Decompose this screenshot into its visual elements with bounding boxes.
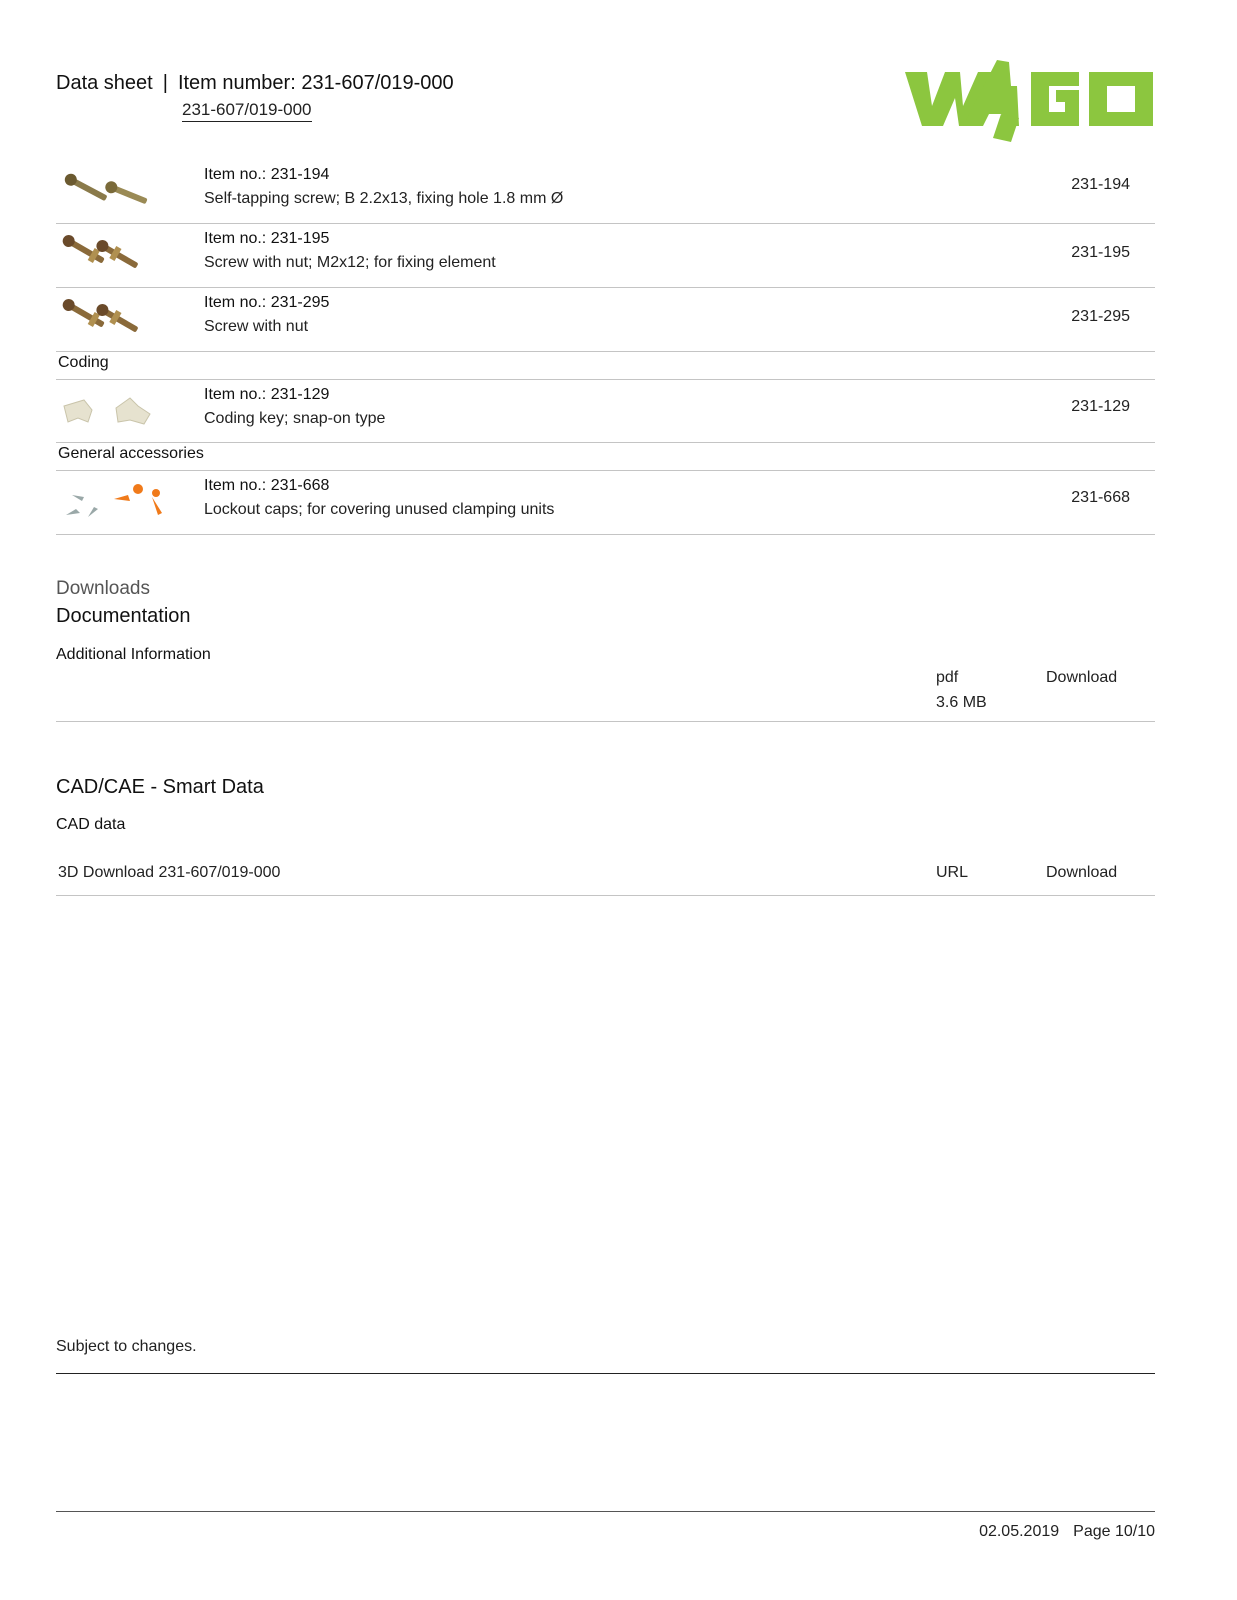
- group-heading-general-accessories: [56, 443, 1155, 471]
- wago-logo: [905, 56, 1155, 142]
- item-code[interactable]: 231-195: [1071, 244, 1130, 261]
- screws-with-nut-image: [58, 229, 178, 279]
- footer-divider: [56, 1511, 1155, 1512]
- item-name: Item no.: 231-195: [204, 230, 330, 247]
- accessory-row-231-295[interactable]: [56, 288, 1155, 352]
- lockout-caps-image: [58, 477, 178, 527]
- subject-to-changes-note: Subject to changes.: [56, 1338, 197, 1355]
- title-separator: |: [162, 72, 168, 94]
- footer-divider: [56, 1373, 1155, 1374]
- page-number: Page 10/10: [1073, 1523, 1155, 1540]
- accessory-row-231-194[interactable]: [56, 160, 1155, 224]
- additional-information-heading: Additional Information: [56, 646, 211, 663]
- item-name: Item no.: 231-194: [204, 166, 330, 183]
- item-code[interactable]: 231-295: [1071, 308, 1130, 325]
- item-number-link[interactable]: 231-607/019-000: [182, 100, 312, 122]
- item-name: Item no.: 231-668: [204, 477, 330, 494]
- file-type: URL: [936, 864, 969, 881]
- title-item-number: Item number: 231-607/019-000: [177, 72, 454, 94]
- title-prefix: Data sheet: [56, 72, 153, 94]
- group-label: Coding: [58, 354, 109, 371]
- footer-date: 02.05.2019: [979, 1523, 1060, 1540]
- item-description: Screw with nut: [204, 318, 309, 335]
- group-label: General accessories: [58, 445, 204, 462]
- download-link[interactable]: Download: [1046, 864, 1118, 881]
- footer-info: [979, 1523, 1155, 1541]
- file-type: pdf: [936, 669, 959, 686]
- download-link[interactable]: Download: [1046, 669, 1118, 686]
- item-code[interactable]: 231-194: [1071, 176, 1130, 193]
- item-description: Coding key; snap-on type: [204, 410, 386, 427]
- item-name: Item no.: 231-129: [204, 386, 330, 403]
- downloads-heading: Downloads: [56, 578, 150, 599]
- item-code[interactable]: 231-668: [1071, 489, 1130, 506]
- file-size: 3.6 MB: [936, 694, 987, 711]
- page-title: [56, 72, 454, 95]
- accessory-row-231-129[interactable]: [56, 380, 1155, 443]
- accessory-row-231-668[interactable]: [56, 471, 1155, 535]
- item-description: Screw with nut; M2x12; for fixing element: [204, 254, 496, 271]
- cad-data-heading: CAD data: [56, 816, 126, 833]
- documentation-heading: Documentation: [56, 605, 191, 627]
- group-heading-coding: [56, 352, 1155, 380]
- item-name: Item no.: 231-295: [204, 294, 330, 311]
- accessory-row-231-195[interactable]: [56, 224, 1155, 288]
- cad-file-name: 3D Download 231-607/019-000: [58, 864, 281, 881]
- self-tapping-screws-image: [58, 166, 178, 216]
- item-code[interactable]: 231-129: [1071, 398, 1130, 415]
- screws-with-nut-image: [58, 293, 178, 343]
- documentation-download-row: [56, 665, 1155, 722]
- item-description: Self-tapping screw; B 2.2x13, fixing hole 1.8 mm Ø: [204, 190, 564, 207]
- cad-cae-heading: CAD/CAE - Smart Data: [56, 776, 264, 798]
- item-description: Lockout caps; for covering unused clamping units: [204, 501, 555, 518]
- cad-download-row: [56, 855, 1155, 896]
- coding-keys-image: [58, 386, 178, 436]
